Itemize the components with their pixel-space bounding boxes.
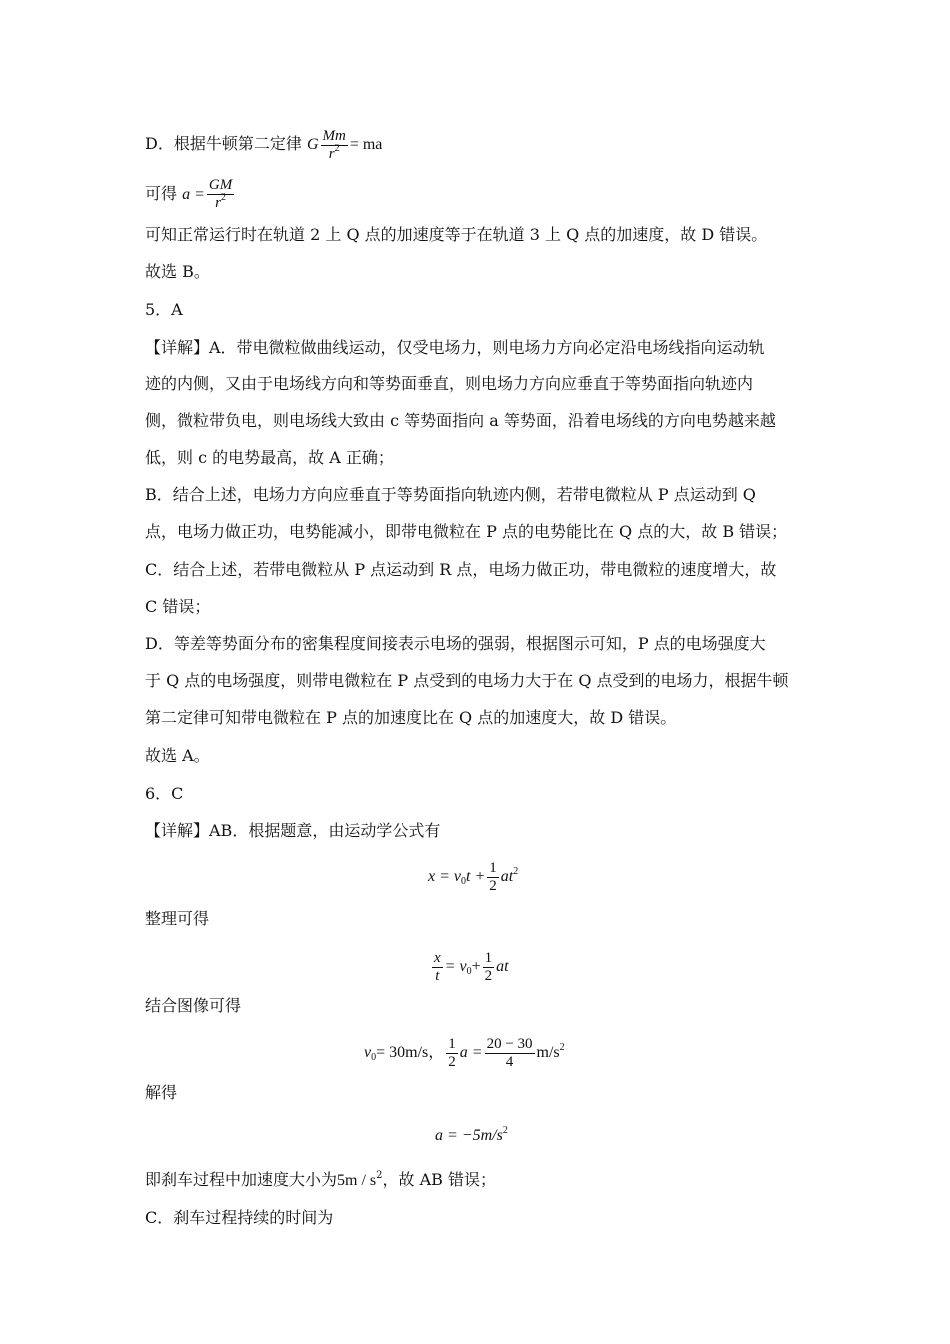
equation-4: $a = -5m/s^2$ <box>435 1125 508 1144</box>
equation-3: $v_0= 30m/s$， $\frac{1}{2}$ a = $\frac{20 - 30}{4}$ $m/s^2$ <box>364 1036 565 1070</box>
q6-solve: 解得 <box>145 1083 178 1102</box>
q6-title: 6．C <box>145 784 184 803</box>
frac-num: GM <box>208 177 233 193</box>
obtain-line: 可得 a = $\frac{GM}{r^2}$ <box>145 177 233 211</box>
q4-line: 可知正常运行时在轨道 2 上 Q 点的加速度等于在轨道 3 上 Q 点的加速度，故 D 错误。 <box>145 225 768 244</box>
q5-b2: 点，电场力做正功，电势能减小，即带电微粒在 P 点的电势能比在 Q 点的大，故 B 错误； <box>145 522 788 541</box>
eq-a: a = <box>459 1044 483 1062</box>
q6-ab: 【详解】AB．根据题意，由运动学公式有 <box>145 821 441 840</box>
frac-num: x <box>434 950 441 966</box>
q5-answer: 故选 A。 <box>145 746 210 765</box>
frac-num: 1 <box>484 950 493 966</box>
q5-title: 5．A <box>145 300 183 319</box>
frac-den: r <box>328 146 335 162</box>
frac-den: 4 <box>505 1054 514 1070</box>
equation-2: $\frac{x}{t}$ = $v_0+$ $\frac{1}{2}$ at <box>434 950 509 984</box>
q5-c1: C．结合上述，若带电微粒从 P 点运动到 R 点，电场力做正功，带电微粒的速度增大，故 <box>145 560 777 579</box>
frac-den: 2 <box>489 878 497 894</box>
frac-num: 1 <box>489 860 497 876</box>
q6-graph: 结合图像可得 <box>145 996 242 1015</box>
q6-rearrange: 整理可得 <box>145 909 210 928</box>
q6-c: C．刹车过程持续的时间为 <box>145 1208 334 1227</box>
eq-lhs: x = v <box>428 868 461 886</box>
text: 即刹车过程中加速度大小为 <box>145 1170 338 1189</box>
q5-d3: 第二定律可知带电微粒在 P 点的加速度比在 Q 点的加速度大，故 D 错误。 <box>145 708 677 727</box>
formula: G $\frac{Mm}{r^2}$ = ma <box>306 128 383 162</box>
formula-g: G <box>306 136 319 154</box>
frac-den: t <box>435 968 440 984</box>
frac-den: r <box>215 195 221 211</box>
formula-lhs: a = <box>182 186 205 203</box>
q4-answer: 故选 B。 <box>145 262 210 281</box>
q5-a3: 侧，微粒带负电，则电场线大致由 c 等势面指向 a 等势面，沿着电场线的方向电势越来越 <box>145 411 776 430</box>
q5-a4: 低，则 c 的电势最高，故 A 正确； <box>145 448 394 467</box>
eq4-text: a = −5m/s <box>435 1127 503 1144</box>
text: D．根据牛顿第二定律 <box>145 134 302 154</box>
d-newton-line <box>145 128 382 163</box>
q5-b1: B．结合上述，电场力方向应垂直于等势面指向轨迹内侧，若带电微粒从 P 点运动到 Q <box>145 485 756 504</box>
text: 可得 <box>145 184 178 203</box>
eq-v: v <box>364 1044 372 1062</box>
eq-plus: + <box>471 958 481 976</box>
frac-num: 1 <box>448 1036 456 1052</box>
q5-a2: 迹的内侧，又由于电场线方向和等势面垂直，则电场力方向应垂直于等势面指向轨迹内 <box>145 374 754 393</box>
eq-v0-value: = 30m/s， <box>376 1044 445 1062</box>
value: 5m / s <box>337 1172 377 1189</box>
eq-unit: m/s <box>536 1044 560 1062</box>
frac-num: 20 − 30 <box>486 1036 533 1052</box>
q5-d1: D．等差等势面分布的密集程度间接表示电场的强弱，根据图示可知，P 点的电场强度大 <box>145 634 766 653</box>
eq-mid: = v <box>444 958 467 976</box>
q6-conclusion: 即刹车过程中加速度大小为$5m / s^2$，故 AB 错误； <box>145 1170 497 1189</box>
formula-rhs: = ma <box>349 136 383 154</box>
text: ，故 AB 错误； <box>382 1170 497 1189</box>
eq-mid: t + <box>466 868 486 886</box>
equation-1: $x = v_0t$ + $\frac{1}{2}$ $at^2$ <box>428 860 519 894</box>
frac-den: 2 <box>484 968 493 984</box>
frac-den: 2 <box>448 1054 456 1070</box>
q5-d2: 于 Q 点的电场强度，则带电微粒在 P 点受到的电场力大于在 Q 点受到的电场力，根据牛顿 <box>145 671 789 690</box>
q5-c2: C 错误； <box>145 597 211 616</box>
frac-num: Mm <box>322 128 346 144</box>
q5-a1: 【详解】A．带电微粒做曲线运动，仅受电场力，则电场力方向必定沿电场线指向运动轨 <box>145 338 765 357</box>
eq-tail: at <box>500 868 514 886</box>
eq-tail: at <box>496 958 509 976</box>
